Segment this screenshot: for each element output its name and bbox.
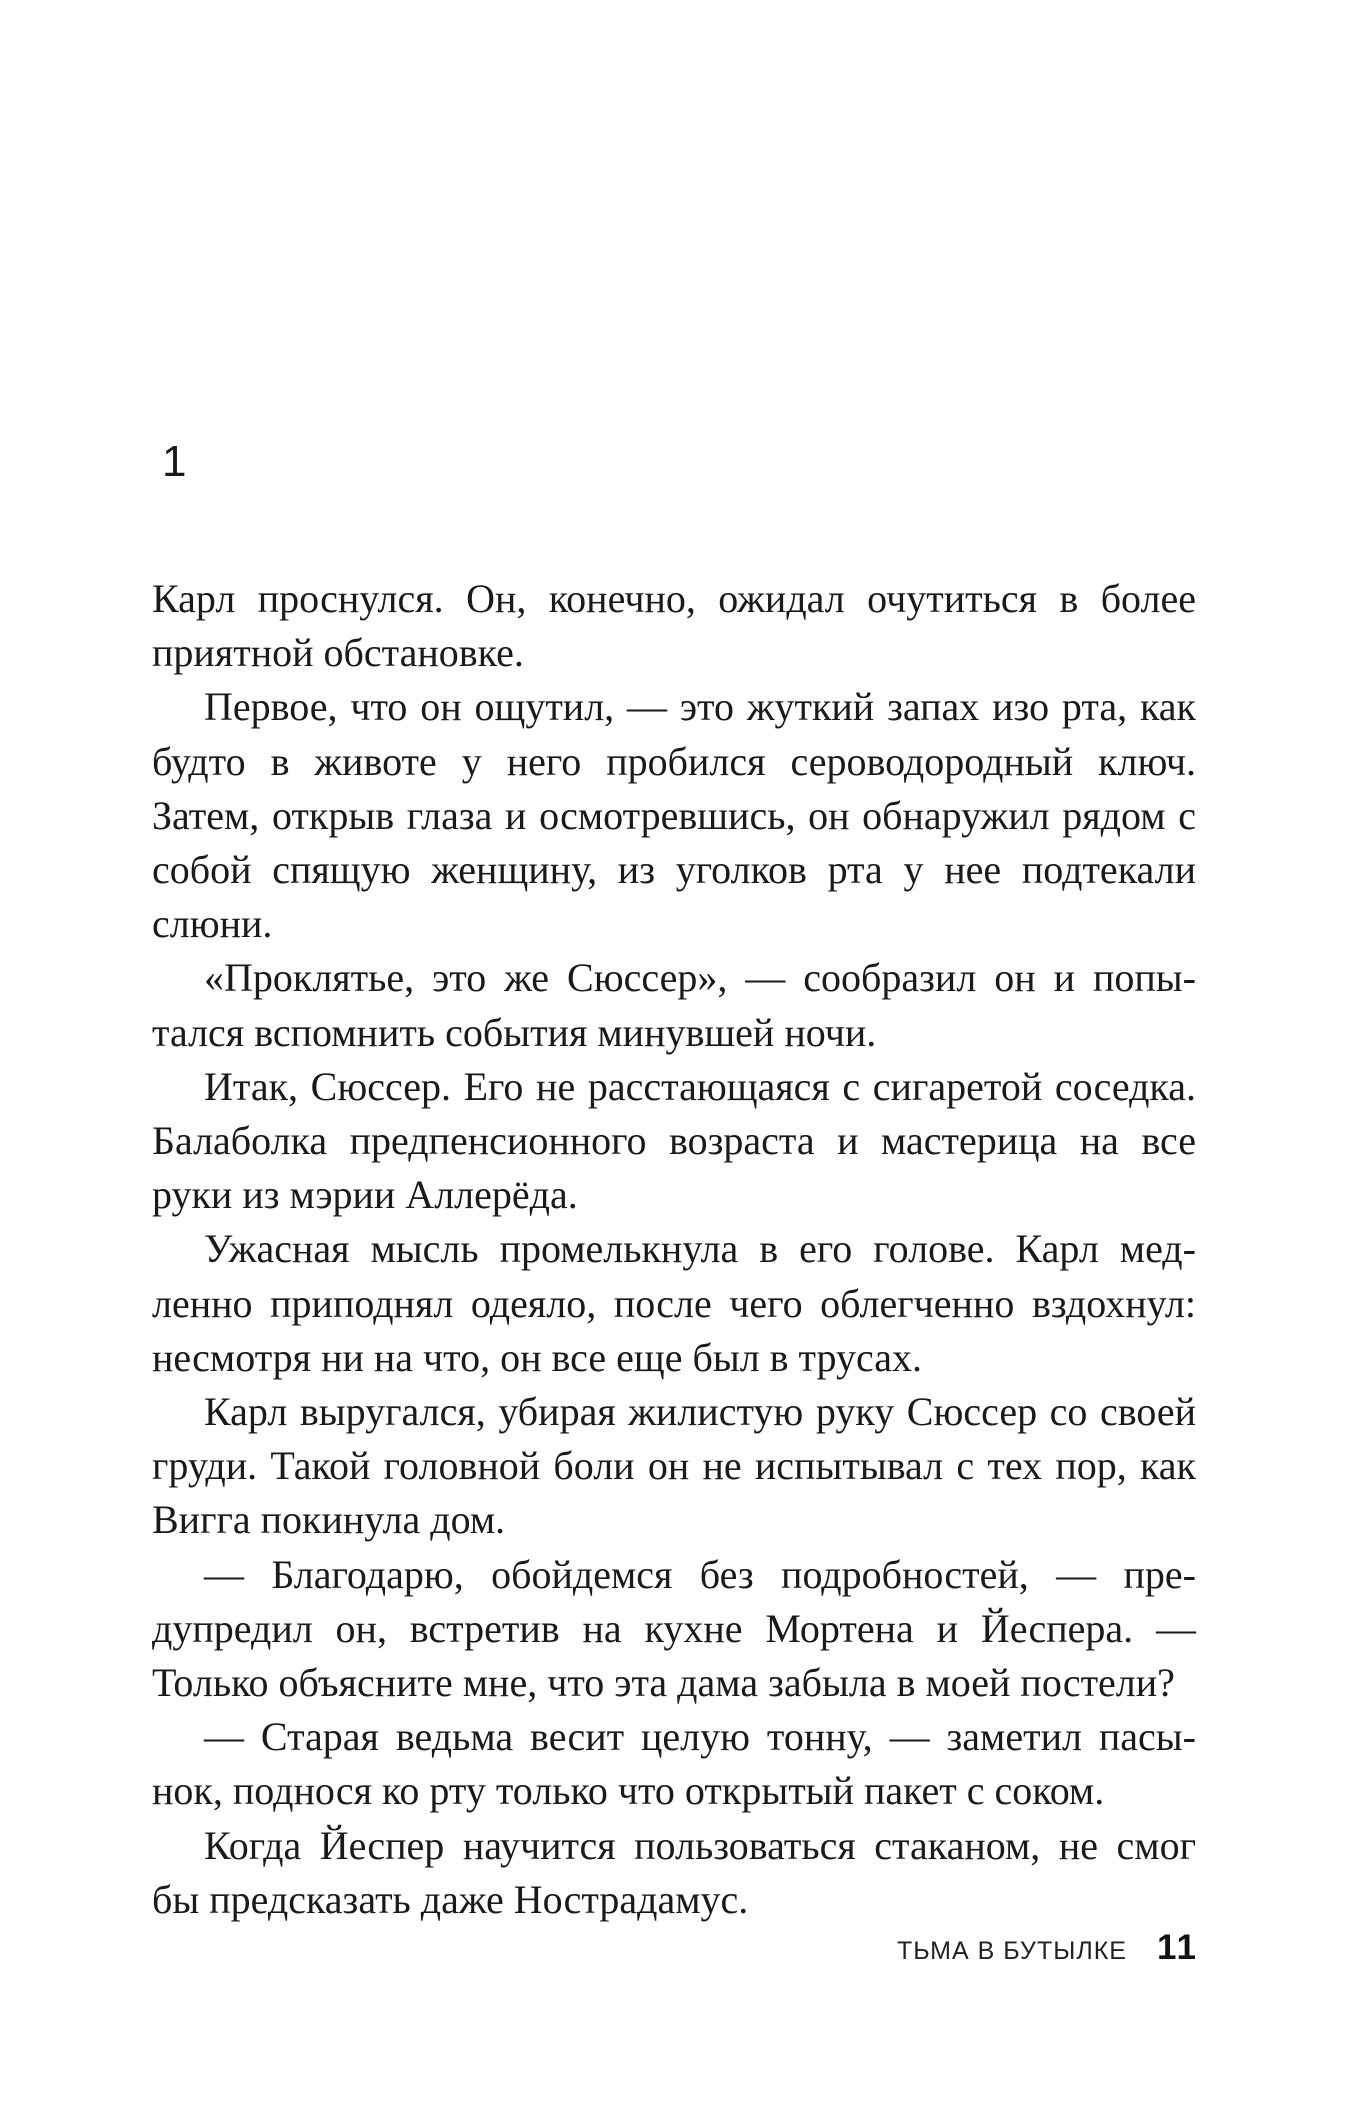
paragraph-7: — Благодарю, обойдемся без подробностей, — предупредил он, встретив на кухне Мортена и Йеспера. — Только объясните мне, что эта дама забыла в моей постели? xyxy=(152,1551,1196,1706)
paragraph-4: Итак, Сюссер. Его не расстающаяся с сигаретой соседка. Балаболка предпенсионного возраста и мастерица на все руки из мэрии Аллерёда. xyxy=(152,1063,1196,1218)
chapter-number: 1 xyxy=(162,437,187,486)
paragraph-3: «Проклятье, это же Сюссер», — сообразил он и попытался вспомнить события минувшей ночи. xyxy=(152,955,1196,1055)
running-title: ТЬМА В БУТЫЛКЕ xyxy=(897,1937,1127,1965)
page-footer xyxy=(897,1928,1198,1968)
paragraph-1: Карл проснулся. Он, конечно, ожидал очутиться в более приятной обстановке. xyxy=(152,576,1196,676)
paragraph-2: Первое, что он ощутил, — это жуткий запах изо рта, как будто в животе у него пробился сероводородный ключ. Затем, открыв глаза и осмотревшись, он обнаружил рядом с собой спящую женщину, из уголков рта у нее подтекали слюни. xyxy=(152,684,1196,947)
chapter-body xyxy=(152,572,1196,1927)
paragraph-9: Когда Йеспер научится пользоваться стаканом, не смог бы предсказать даже Нострадамус. xyxy=(152,1822,1196,1922)
paragraph-8: — Старая ведьма весит целую тонну, — заметил пасынок, поднося ко рту только что открытый пакет с соком. xyxy=(152,1714,1196,1814)
page-number: 11 xyxy=(1157,1928,1198,1967)
paragraph-6: Карл выругался, убирая жилистую руку Сюссер со своей груди. Такой головной боли он не испытывал с тех пор, как Вигга покинула дом. xyxy=(152,1389,1196,1543)
paragraph-5: Ужасная мысль промелькнула в его голове. Карл медленно приподнял одеяло, после чего облегченно вздохнул: несмотря ни на что, он все еще был в трусах. xyxy=(152,1226,1196,1380)
